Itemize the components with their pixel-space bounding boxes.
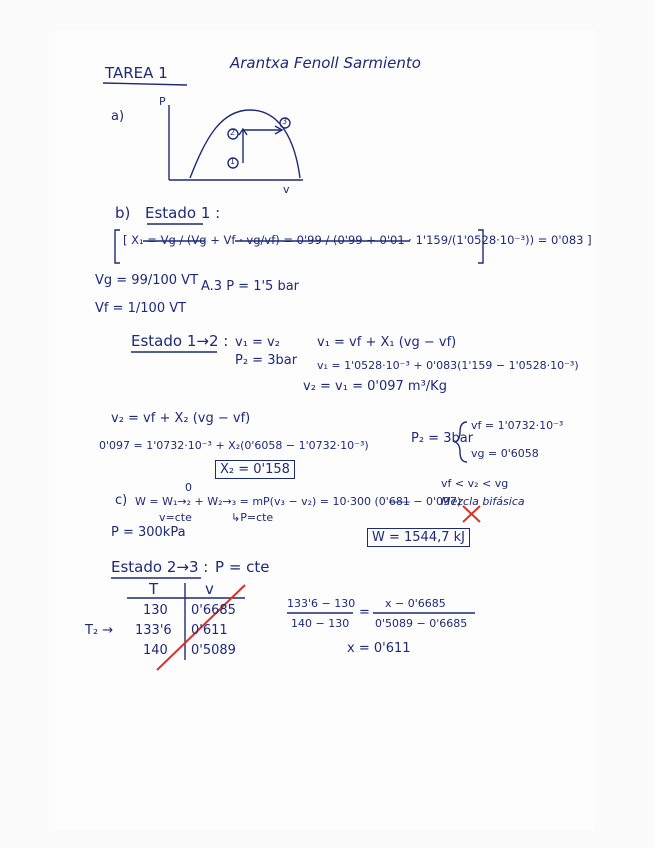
pressure-2: P₂ = 3bar — [235, 353, 298, 368]
v1-formula: v₁ = vf + X₁ (vg − vf) — [317, 335, 457, 350]
part-a-label: a) — [111, 109, 125, 124]
vf-relation: Vf = 1/100 VT — [95, 301, 187, 316]
interp-rhs-denominator: 0'5089 − 0'6685 — [375, 617, 468, 630]
quality-formula: [ X₁ = Vg / (Vg + Vf · vg/vf) = 0'99 / (0'99 + 0'01 · 1'159/(1'0528·10⁻³)) = 0'083 ] — [123, 233, 592, 247]
point-1-label: 1 — [230, 157, 236, 166]
p2-prop-label: P₂ = 3bar — [411, 431, 474, 446]
mixture-note: Mezcla bifásica — [441, 495, 525, 508]
v-equal: v₁ = v₂ — [235, 335, 280, 350]
v2-formula: v₂ = vf + X₂ (vg − vf) — [111, 411, 251, 426]
process-pressure: P = 300kPa — [111, 525, 186, 540]
state-23-heading: Estado 2→3 : — [111, 558, 209, 576]
x2-result: X₂ = 0'158 — [215, 460, 295, 479]
part-b-label: b) — [115, 204, 131, 222]
work-equation: W = W₁→₂ + W₂→₃ = mP(v₃ − v₂) = 10·300 (0'6̶8̶1̶ − 0'097) — [135, 495, 462, 508]
axis-p-label: P — [159, 95, 166, 108]
state-23-condition: P = cte — [215, 558, 270, 576]
table-row-3-t: 140 — [143, 643, 168, 658]
t2-label: T₂ → — [85, 623, 114, 638]
axis-v-label: v — [283, 183, 290, 196]
state-1-heading: Estado 1 : — [145, 204, 221, 222]
w12-zero: 0 — [185, 481, 192, 494]
vg-value: vg = 0'6058 — [471, 447, 539, 460]
author-name: Arantxa Fenoll Sarmiento — [230, 54, 421, 72]
state-12-heading: Estado 1→2 : — [131, 332, 229, 350]
v2-result: v₂ = v₁ = 0'097 m³/Kg — [303, 379, 447, 394]
interp-result: x = 0'611 — [347, 641, 411, 656]
table-row-1-t: 130 — [143, 603, 168, 618]
interp-lhs-denominator: 140 − 130 — [291, 617, 350, 630]
x2-equation: 0'097 = 1'0732·10⁻³ + X₂(0'6058 − 1'0732·10⁻³) — [99, 439, 369, 452]
table-row-2-t: 133'6 — [135, 623, 172, 638]
w23-note: ↳P=cte — [231, 511, 274, 524]
table-header-t: T — [149, 580, 159, 598]
table-row-1-v: 0'6685 — [191, 603, 236, 618]
interp-equals: = — [359, 605, 370, 620]
v1-values: v₁ = 1'0528·10⁻³ + 0'083(1'159 − 1'0528·10⁻³) — [317, 359, 579, 372]
table-row-2-v: 0'611 — [191, 623, 228, 638]
interp-lhs-numerator: 133'6 − 130 — [287, 597, 356, 610]
table-reference: A.3 P = 1'5 bar — [201, 279, 300, 294]
point-3-label: 3 — [282, 117, 288, 126]
work-result: W = 1544,7 kJ — [367, 528, 470, 547]
vg-relation: Vg = 99/100 VT — [95, 273, 199, 288]
w12-note: v=cte — [159, 511, 192, 524]
volume-compare: vf < v₂ < vg — [441, 477, 509, 490]
table-header-v: v — [205, 580, 214, 598]
notebook-page — [55, 30, 595, 830]
vf-value: vf = 1'0732·10⁻³ — [471, 419, 564, 432]
part-c-label: c) — [115, 493, 128, 508]
table-row-3-v: 0'5089 — [191, 643, 236, 658]
point-2-label: 2 — [230, 128, 236, 137]
interp-rhs-numerator: x − 0'6685 — [385, 597, 446, 610]
task-title: TAREA 1 — [105, 64, 168, 82]
